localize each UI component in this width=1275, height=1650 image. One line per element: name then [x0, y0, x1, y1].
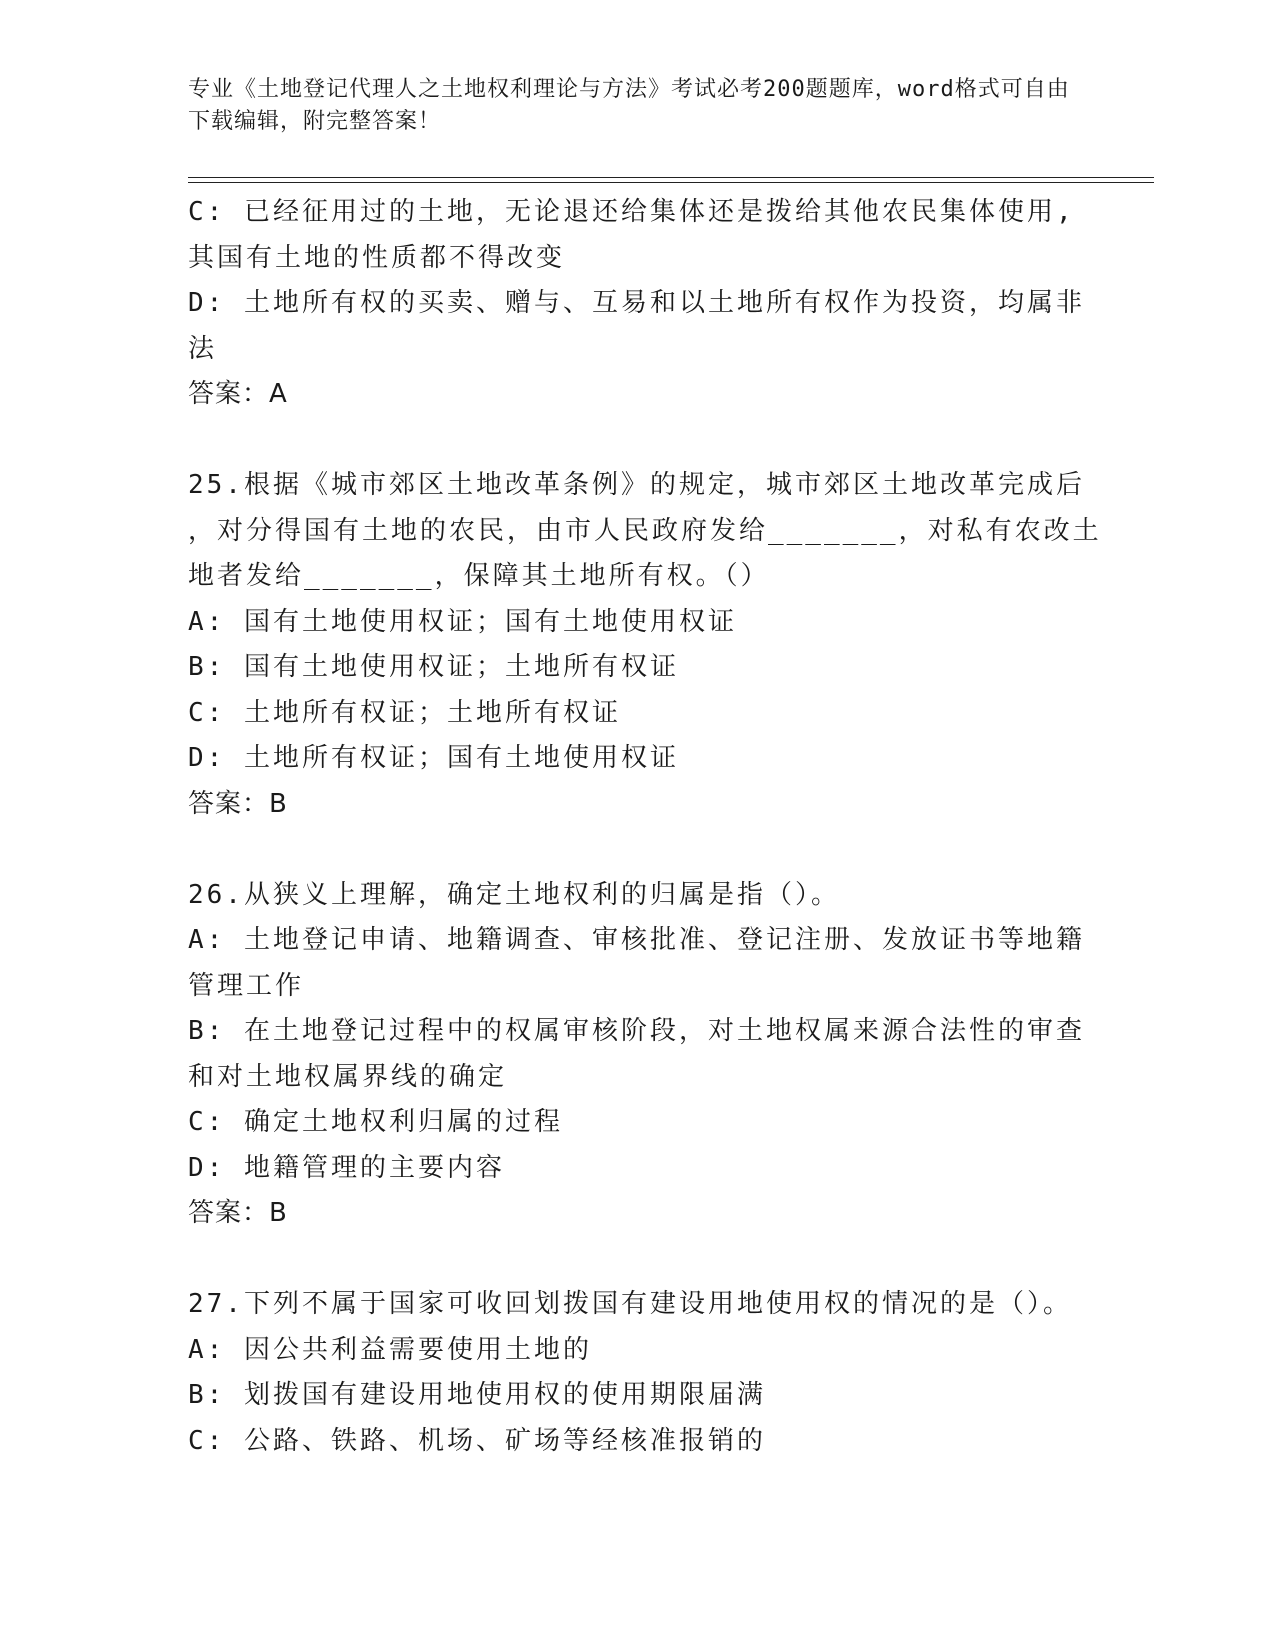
option-d-line: 法 — [188, 333, 218, 364]
question-27-block — [188, 1282, 1088, 1464]
question-stem: 26.从狭义上理解，确定土地权利的归属是指（）。 — [188, 879, 840, 910]
option-b: 和对土地权属界线的确定 — [188, 1061, 508, 1092]
page-header: 专业《土地登记代理人之土地权利理论与方法》考试必考200题题库，word格式可自由下载编辑，附完整答案！ — [188, 77, 1070, 134]
answer-line: 答案：B — [188, 788, 288, 819]
question-stem: 25.根据《城市郊区土地改革条例》的规定，城市郊区土地改革完成后 — [188, 470, 1085, 500]
spacer — [188, 827, 1088, 873]
option-d: D: 地籍管理的主要内容 — [188, 1152, 505, 1183]
previous-question-block — [188, 190, 1088, 418]
spacer — [188, 418, 1088, 464]
question-stem: ，对分得国有土地的农民，由市人民政府发给_______，对私有农改土 — [188, 515, 1102, 546]
option-c: C: 公路、铁路、机场、矿场等经核准报销的 — [188, 1425, 766, 1456]
question-26-block — [188, 873, 1088, 1237]
option-a: A: 国有土地使用权证；国有土地使用权证 — [188, 606, 737, 637]
question-content — [188, 190, 1102, 1464]
option-b: B: 国有土地使用权证；土地所有权证 — [188, 652, 679, 682]
option-d: D: 土地所有权证；国有土地使用权证 — [188, 743, 679, 773]
answer-line: 答案：A — [188, 379, 288, 409]
question-25-block — [188, 463, 1102, 827]
option-a: 管理工作 — [188, 970, 305, 1001]
option-b: B: 划拨国有建设用地使用权的使用期限届满 — [188, 1380, 766, 1410]
option-b: B: 在土地登记过程中的权属审核阶段，对土地权属来源合法性的审查 — [188, 1016, 1085, 1046]
header-divider-bottom — [188, 182, 1154, 183]
option-a: A: 土地登记申请、地籍调查、审核批准、登记注册、发放证书等地籍 — [188, 925, 1085, 955]
answer-line: 答案：B — [188, 1198, 288, 1228]
option-c: C: 土地所有权证；土地所有权证 — [188, 697, 621, 728]
header-divider-top — [188, 177, 1154, 178]
option-c-line: 其国有土地的性质都不得改变 — [188, 242, 566, 273]
question-stem: 27.下列不属于国家可收回划拨国有建设用地使用权的情况的是（）。 — [188, 1289, 1072, 1319]
option-a: A: 因公共利益需要使用土地的 — [188, 1334, 592, 1365]
option-c-line: C: 已经征用过的土地，无论退还给集体还是拨给其他农民集体使用, — [188, 197, 1075, 227]
spacer — [188, 1237, 1088, 1283]
option-c: C: 确定土地权利归属的过程 — [188, 1107, 563, 1137]
question-stem: 地者发给_______，保障其土地所有权。（） — [188, 561, 770, 591]
option-d-line: D: 土地所有权的买卖、赠与、互易和以土地所有权作为投资，均属非 — [188, 288, 1085, 318]
